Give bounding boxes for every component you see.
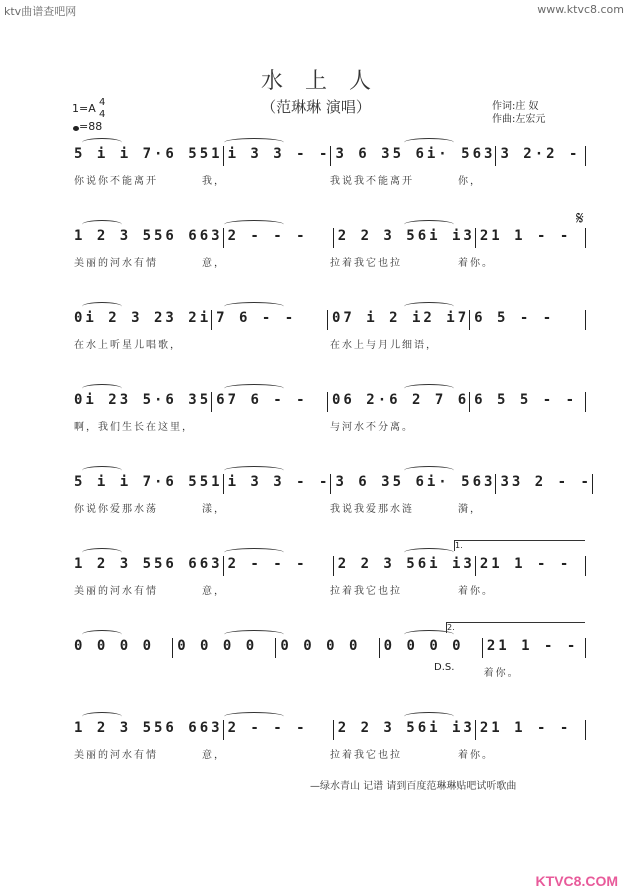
measure: 2 - - - [224, 720, 334, 740]
slur-mark [404, 466, 454, 475]
slur-mark [82, 712, 122, 721]
lyric-segment: 着你。 [458, 258, 494, 269]
lyrics-row [74, 336, 586, 351]
score-system [74, 638, 586, 698]
lyric-segment: 着你。 [458, 586, 494, 597]
watermark-right: www.ktvc8.com [537, 3, 624, 16]
lyric-segment: 啊，我们生长在这里， [74, 422, 194, 433]
measure: 06 2·6 2 7 6 [328, 392, 470, 412]
lyric-segment: 意， [202, 258, 226, 269]
score-system [74, 720, 586, 780]
measure: 2 - - - [224, 228, 334, 248]
measure: 21 1 - - [476, 556, 586, 576]
measure: 3 2·2 - [496, 146, 586, 166]
lyric-segment: 拉着我它也拉 [330, 258, 402, 269]
slur-mark [82, 630, 122, 639]
slur-mark [404, 712, 454, 721]
lyric-segment: 意， [202, 586, 226, 597]
measure: 2 2 3 56i i3 [334, 228, 476, 248]
slur-mark [82, 220, 122, 229]
slur-mark [224, 220, 284, 229]
credits [492, 100, 545, 126]
notation-row [74, 720, 586, 740]
lyric-segment [202, 336, 330, 351]
score-system [74, 310, 586, 370]
notation-row [74, 146, 586, 166]
notation-row [74, 392, 586, 412]
slur-mark [224, 630, 284, 639]
watermark-left: ktv曲谱查吧网 [4, 5, 77, 18]
measure: 21 1 - - [476, 720, 586, 740]
measure: 0 0 0 0 [74, 638, 173, 658]
notation-row [74, 310, 586, 330]
lyric-segment: 美丽的河水有情 [74, 586, 158, 597]
lyric-segment [176, 664, 278, 679]
lyric-segment: 漾， [202, 504, 226, 515]
segno-icon: 𝄋 [576, 208, 584, 229]
slur-mark [82, 384, 122, 393]
time-signature [99, 97, 105, 121]
slur-mark [224, 466, 284, 475]
measure: i 3 3 - - [224, 146, 332, 166]
measure: 6 5 5 - - [470, 392, 586, 412]
slur-mark [404, 384, 454, 393]
score-system [74, 146, 586, 206]
lyric-segment [381, 664, 483, 679]
slur-mark [404, 548, 454, 557]
slur-mark [224, 138, 284, 147]
lyric-segment: 我说我爱那水涟 [330, 504, 414, 515]
lyrics-row [74, 582, 586, 597]
lyric-segment: 着你。 [483, 668, 520, 679]
lyric-segment [74, 664, 176, 679]
slur-mark [404, 220, 454, 229]
lyric-segment: 在水上听星儿唱歌， [74, 340, 182, 351]
lyrics-row [74, 746, 586, 761]
site-logo: KTVC8.COM [535, 873, 618, 889]
lyric-segment: 我说我不能离开 [330, 176, 414, 187]
slur-mark [404, 302, 454, 311]
key-signature: 1=A [72, 102, 96, 115]
lyric-segment: 美丽的河水有情 [74, 750, 158, 761]
measure: 5 i i 7·6 551 [74, 146, 224, 166]
slur-mark [224, 548, 284, 557]
lyric-segment: 着你。 [458, 750, 494, 761]
measure: 5 i i 7·6 551 [74, 474, 224, 494]
score-system [74, 392, 586, 452]
song-title: 水上人 [260, 69, 393, 94]
lyric-segment: 与河水不分离。 [330, 422, 414, 433]
measure: 1 2 3 556 663 [74, 556, 224, 576]
volta-second-ending: 2. [446, 622, 585, 633]
lyrics-row [74, 172, 586, 187]
measure: 33 2 - - [496, 474, 592, 494]
notation-row [74, 556, 586, 576]
notation-row [74, 638, 586, 658]
measure: 21 1 - - [483, 638, 586, 658]
slur-mark [224, 302, 284, 311]
measure: 1 2 3 556 663 [74, 720, 224, 740]
meter-bottom: 4 [99, 109, 106, 120]
composer: 作曲:左宏元 [492, 114, 546, 125]
lyrics-row [74, 500, 586, 515]
score-system [74, 556, 586, 616]
lyric-segment: 意， [202, 750, 226, 761]
measure: 21 1 - - [476, 228, 586, 248]
lyric-segment [279, 664, 381, 679]
measure: 6 5 - - [470, 310, 586, 330]
lyric-segment: 美丽的河水有情 [74, 258, 158, 269]
measure: 2 - - - [224, 556, 334, 576]
measure: 0 0 0 0 [380, 638, 483, 658]
measure: 0 0 0 0 [276, 638, 379, 658]
slur-mark [224, 712, 284, 721]
slur-mark [82, 466, 122, 475]
measure: 0i 2 3 23 2i [74, 310, 212, 330]
lyric-segment: 在水上与月儿细语， [330, 340, 438, 351]
tempo-value: =88 [79, 120, 103, 133]
slur-mark [82, 302, 122, 311]
dal-segno-mark: D.S. [434, 662, 455, 673]
measure: 7 6 - - [212, 310, 328, 330]
lyric-segment: 拉着我它也拉 [330, 586, 402, 597]
tempo-marking [73, 120, 102, 133]
measure: 67 6 - - [212, 392, 328, 412]
slur-mark [224, 384, 284, 393]
measure: 1 2 3 556 663 [74, 228, 224, 248]
measure: 07 i 2 i2 i7 [328, 310, 470, 330]
lyrics-row [74, 418, 586, 433]
lyric-segment: 漪， [458, 504, 482, 515]
lyricist: 作词:庄 奴 [492, 101, 539, 112]
lyric-segment [202, 418, 330, 433]
lyric-segment: 你， [458, 176, 482, 187]
lyrics-row [74, 664, 586, 679]
lyrics-row [74, 254, 586, 269]
lyric-segment: 你说你不能离开 [74, 176, 158, 187]
slur-mark [404, 138, 454, 147]
measure: 3 6 35 6i· 563 [331, 146, 496, 166]
measure: i 3 3 - - [224, 474, 332, 494]
score-system [74, 228, 586, 288]
meter-top: 4 [99, 97, 106, 108]
song-subtitle: （范琳琳 演唱） [261, 98, 371, 116]
lyric-segment [458, 418, 586, 433]
measure: 2 2 3 56i i3 [334, 556, 476, 576]
score-system [74, 474, 592, 534]
measure: 0i 23 5·6 35 [74, 392, 212, 412]
notation-row [74, 474, 592, 494]
notation-row [74, 228, 586, 248]
lyric-segment: 你说你爱那水荡 [74, 504, 158, 515]
volta-first-ending: 1. [454, 540, 585, 551]
slur-mark [82, 548, 122, 557]
lyric-segment: 我， [202, 176, 226, 187]
measure: 2 2 3 56i i3 [334, 720, 476, 740]
measure: 3 6 35 6i· 563 [331, 474, 496, 494]
measure: 0 0 0 0 [173, 638, 276, 658]
lyric-segment: 拉着我它也拉 [330, 750, 402, 761]
footer-note: —绿水青山 记谱 请到百度范琳琳贴吧试听歌曲 [310, 781, 517, 792]
slur-mark [82, 138, 122, 147]
lyric-segment [458, 336, 586, 351]
